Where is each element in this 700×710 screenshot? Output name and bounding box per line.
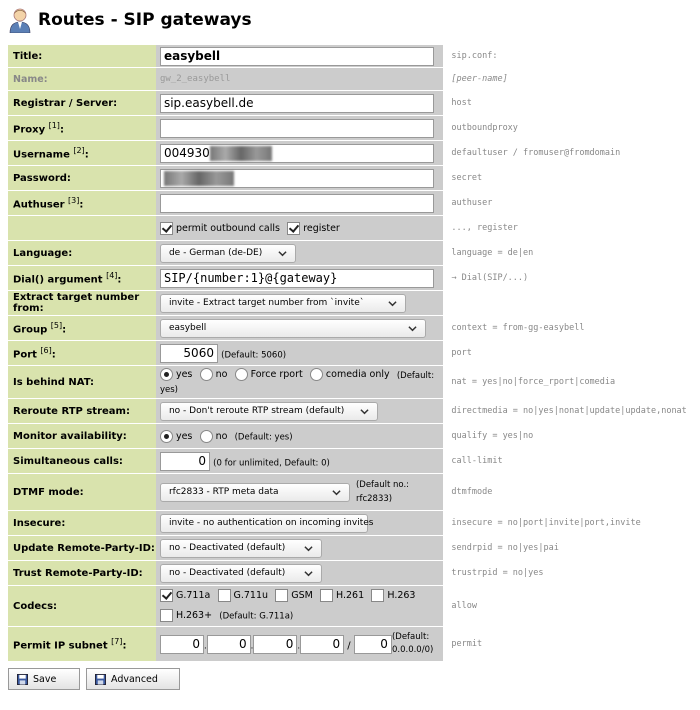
dtmf-select[interactable] xyxy=(160,483,350,502)
codec-g711u-label: G.711u xyxy=(233,590,269,601)
advanced-button-label: Advanced xyxy=(111,673,158,685)
dial-label-text: Dial() argument xyxy=(13,274,103,286)
flags-label xyxy=(8,216,156,240)
monitor-hint: qualify = yes|no xyxy=(451,431,534,441)
register-checkbox[interactable] xyxy=(287,222,300,235)
permit-label-text: Permit IP subnet xyxy=(13,640,108,652)
username-input[interactable] xyxy=(160,144,434,163)
monitor-yes-radio[interactable] xyxy=(160,430,173,443)
dtmf-value: rfc2833 - RTP meta data xyxy=(168,487,279,497)
username-redacted xyxy=(210,146,272,161)
chevron-down-icon xyxy=(332,488,341,497)
registrar-label: Registrar / Server: xyxy=(8,91,156,115)
calls-note: (0 for unlimited, Default: 0) xyxy=(213,458,330,468)
nat-hint: nat = yes|no|force_rport|comedia xyxy=(451,377,616,387)
row-registrar xyxy=(8,91,700,115)
port-label xyxy=(8,341,156,365)
nat-yes-radio[interactable] xyxy=(160,368,173,381)
username-label xyxy=(8,141,156,165)
proxy-label xyxy=(8,116,156,140)
dial-footnote: [4] xyxy=(106,270,118,280)
dtmf-hint: dtmfmode xyxy=(451,487,493,497)
username-footnote: [2] xyxy=(73,145,85,155)
codecs-label: Codecs: xyxy=(8,586,156,626)
authuser-hint: authuser xyxy=(451,198,493,208)
group-label xyxy=(8,316,156,340)
row-password xyxy=(8,166,700,190)
proxy-colon: : xyxy=(59,124,64,136)
row-trustrpid xyxy=(8,561,700,585)
group-select[interactable] xyxy=(160,319,426,338)
row-codecs xyxy=(8,586,700,626)
row-flags xyxy=(8,216,700,240)
permit-octet-1[interactable]: 0 xyxy=(160,635,204,654)
trustrpid-select[interactable] xyxy=(160,564,322,583)
row-insecure xyxy=(8,511,700,535)
registrar-hint: host xyxy=(451,98,472,108)
port-input[interactable]: 5060 xyxy=(160,344,218,363)
username-value: 004930 xyxy=(163,146,210,160)
permit-octet-4[interactable]: 0 xyxy=(300,635,344,654)
codecs-hint: allow xyxy=(451,601,477,611)
language-value: de - German (de-DE) xyxy=(168,248,263,258)
codec-h261-label: H.261 xyxy=(336,590,365,601)
proxy-label-text: Proxy xyxy=(13,124,46,136)
save-button[interactable] xyxy=(8,668,80,690)
username-colon: : xyxy=(84,149,89,161)
codec-h263-label: H.263 xyxy=(387,590,416,601)
dtmf-note: (Default no.: rfc2833) xyxy=(355,480,410,504)
reroute-hint: directmedia = no|yes|nonat|update|update,nonat xyxy=(451,406,687,416)
calls-input[interactable]: 0 xyxy=(160,452,210,471)
reroute-select[interactable] xyxy=(160,402,378,421)
floppy-icon xyxy=(95,674,106,685)
nat-comedia-radio[interactable] xyxy=(310,368,323,381)
extract-label: Extract target number from: xyxy=(8,291,156,315)
sendrpid-select[interactable] xyxy=(160,539,322,558)
permit-note: (Default: 0.0.0.0/0) xyxy=(391,632,434,655)
sendrpid-hint: sendrpid = no|yes|pai xyxy=(451,543,559,553)
codec-h263plus-checkbox[interactable] xyxy=(160,609,173,622)
port-label-text: Port xyxy=(13,349,37,361)
group-label-text: Group xyxy=(13,324,48,336)
row-title xyxy=(8,45,700,67)
dial-input[interactable] xyxy=(160,269,434,288)
group-colon: : xyxy=(62,324,67,336)
permit-footnote: [7] xyxy=(111,636,123,646)
row-authuser xyxy=(8,191,700,215)
trustrpid-value: no - Deactivated (default) xyxy=(168,568,286,578)
row-monitor xyxy=(8,424,700,448)
title-value: easybell xyxy=(163,49,221,63)
chevron-down-icon xyxy=(304,569,313,578)
row-sendrpid xyxy=(8,536,700,560)
row-nat xyxy=(8,366,700,398)
nat-label: Is behind NAT: xyxy=(8,366,156,398)
proxy-hint: outboundproxy xyxy=(451,123,518,133)
row-reroute xyxy=(8,399,700,423)
trustrpid-hint: trustrpid = no|yes xyxy=(451,568,544,578)
gateway-form xyxy=(8,44,700,662)
username-label-text: Username xyxy=(13,149,70,161)
insecure-value: invite - no authentication on incoming invites xyxy=(168,518,374,528)
extract-select[interactable] xyxy=(160,294,406,313)
password-input[interactable] xyxy=(160,169,434,188)
nat-force-radio[interactable] xyxy=(235,368,248,381)
chevron-down-icon xyxy=(388,299,397,308)
row-dtmf xyxy=(8,474,700,510)
permit-outbound-checkbox[interactable] xyxy=(160,222,173,235)
dial-label xyxy=(8,266,156,290)
dial-hint: → Dial(SIP/...) xyxy=(451,273,529,283)
codec-h263plus-label: H.263+ xyxy=(175,609,213,621)
user-icon xyxy=(8,7,32,33)
page-title: Routes - SIP gateways xyxy=(38,10,252,30)
trustrpid-label: Trust Remote-Party-ID: xyxy=(8,561,156,585)
row-port xyxy=(8,341,700,365)
row-name xyxy=(8,68,700,90)
group-hint: context = from-gg-easybell xyxy=(451,323,585,333)
password-hint: secret xyxy=(451,173,483,183)
permit-octet-3[interactable]: 0 xyxy=(253,635,297,654)
dtmf-label: DTMF mode: xyxy=(8,474,156,510)
nat-no-label: no xyxy=(215,368,228,380)
permit-label xyxy=(8,627,156,661)
language-label: Language: xyxy=(8,241,156,265)
row-dial xyxy=(8,266,700,290)
save-button-label: Save xyxy=(33,673,57,685)
nat-force-label: Force rport xyxy=(250,368,303,380)
authuser-colon: : xyxy=(79,199,84,211)
registrar-value: sip.easybell.de xyxy=(163,96,254,110)
permit-outbound-label: permit outbound calls xyxy=(175,222,280,234)
sendrpid-label: Update Remote-Party-ID: xyxy=(8,536,156,560)
codec-g711u-checkbox[interactable] xyxy=(218,589,231,602)
title-label: Title: xyxy=(8,45,156,67)
password-label: Password: xyxy=(8,166,156,190)
chevron-down-icon xyxy=(278,249,287,258)
chevron-down-icon xyxy=(304,544,313,553)
codec-gsm-checkbox[interactable] xyxy=(275,589,288,602)
dial-colon: : xyxy=(117,274,122,286)
proxy-footnote: [1] xyxy=(48,120,60,130)
monitor-note: (Default: yes) xyxy=(234,432,293,442)
dial-value: SIP/{number:1}@{gateway} xyxy=(163,271,338,285)
name-hint: [peer-name] xyxy=(451,74,508,84)
calls-label: Simultaneous calls: xyxy=(8,449,156,473)
codec-gsm-label: GSM xyxy=(291,590,313,601)
codecs-note: (Default: G.711a) xyxy=(219,611,294,621)
insecure-select[interactable] xyxy=(160,514,374,533)
monitor-no-label: no xyxy=(215,430,228,442)
language-hint: language = de|en xyxy=(451,248,534,258)
permit-colon: : xyxy=(122,640,127,652)
nat-no-radio[interactable] xyxy=(200,368,213,381)
permit-mask[interactable]: 0 xyxy=(354,635,392,654)
codec-g711a-checkbox[interactable] xyxy=(160,589,173,602)
calls-hint: call-limit xyxy=(451,456,503,466)
insecure-label: Insecure: xyxy=(8,511,156,535)
codec-h261-checkbox[interactable] xyxy=(320,589,333,602)
row-group xyxy=(8,316,700,340)
title-hint: sip.conf: xyxy=(451,51,498,61)
authuser-label xyxy=(8,191,156,215)
sendrpid-value: no - Deactivated (default) xyxy=(168,543,286,553)
advanced-button[interactable] xyxy=(86,668,180,690)
nat-yes-label: yes xyxy=(175,368,193,380)
permit-octet-2[interactable]: 0 xyxy=(207,635,251,654)
password-redacted xyxy=(164,171,234,186)
proxy-input[interactable] xyxy=(160,119,434,138)
authuser-label-text: Authuser xyxy=(13,199,65,211)
registrar-input[interactable] xyxy=(160,94,434,113)
row-username xyxy=(8,141,700,165)
insecure-hint: insecure = no|port|invite|port,invite xyxy=(451,518,641,528)
row-permit: Permit IP subnet [7]: 0 . 0 . 0 . 0 / 0 (Default: 0.0.0.0/0) permit xyxy=(8,627,700,661)
title-input[interactable] xyxy=(160,47,434,66)
row-language xyxy=(8,241,700,265)
row-proxy xyxy=(8,116,700,140)
codec-h263-checkbox[interactable] xyxy=(371,589,384,602)
monitor-yes-label: yes xyxy=(175,430,193,442)
row-extract xyxy=(8,291,700,315)
permit-hint: permit xyxy=(451,639,483,649)
language-select[interactable] xyxy=(160,244,296,263)
monitor-no-radio[interactable] xyxy=(200,430,213,443)
page-header xyxy=(8,6,252,34)
group-footnote: [5] xyxy=(50,320,63,330)
username-hint: defaultuser / fromuser@fromdomain xyxy=(451,148,621,158)
monitor-label: Monitor availability: xyxy=(8,424,156,448)
port-colon: : xyxy=(51,349,56,361)
register-label: register xyxy=(303,222,340,234)
authuser-footnote: [3] xyxy=(68,195,80,205)
nat-note: (Default: yes) xyxy=(159,370,435,395)
port-hint: port xyxy=(451,348,472,358)
name-label: Name: xyxy=(8,68,156,90)
port-footnote: [6] xyxy=(40,345,52,355)
row-calls xyxy=(8,449,700,473)
reroute-value: no - Don't reroute RTP stream (default) xyxy=(168,406,345,416)
port-note: (Default: 5060) xyxy=(221,350,287,360)
codec-g711a-label: G.711a xyxy=(175,590,211,601)
reroute-label: Reroute RTP stream: xyxy=(8,399,156,423)
authuser-input[interactable] xyxy=(160,194,434,213)
chevron-down-icon xyxy=(360,407,369,416)
nat-comedia-label: comedia only xyxy=(325,368,390,380)
floppy-icon xyxy=(17,674,28,685)
group-value: easybell xyxy=(168,323,207,333)
chevron-down-icon xyxy=(408,324,417,333)
flags-hint: ..., register xyxy=(451,223,518,233)
name-value: gw_2_easybell xyxy=(156,68,443,90)
extract-value: invite - Extract target number from `invite` xyxy=(168,298,365,308)
